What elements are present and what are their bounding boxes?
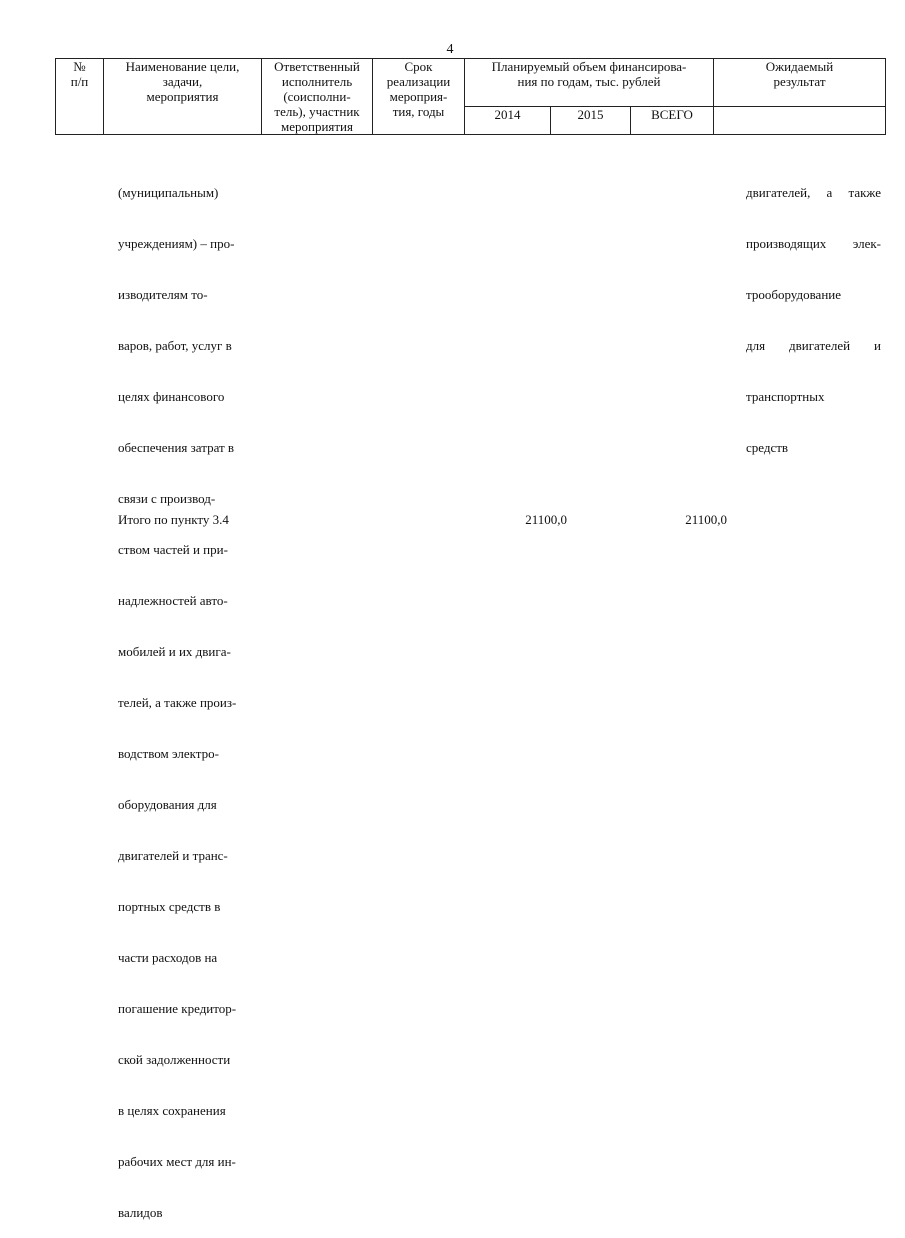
header-year-2015: 2015 (551, 106, 631, 134)
header-term (373, 59, 465, 135)
header-term-line: Срок (404, 59, 433, 74)
result-line: для двигателей и (746, 338, 881, 353)
result-line: двигателей, а также (746, 185, 881, 200)
header-finance-line: Планируемый объем финансирова- (491, 59, 687, 74)
result-line: транспортных (746, 389, 825, 404)
goal-line: связи с производ- (118, 491, 216, 506)
goal-line: водством электро- (118, 746, 219, 761)
goal-line: портных средств в (118, 899, 221, 914)
goal-line: части расходов на (118, 950, 218, 965)
goal-line: (муниципальным) (118, 185, 219, 200)
header-result-line: результат (773, 74, 826, 89)
goal-line: целях финансового (118, 389, 225, 404)
total-value-all: 21100,0 (685, 512, 727, 527)
goal-line: оборудования для (118, 797, 217, 812)
total-label: Итого по пункту 3.4 (118, 512, 229, 527)
total-value-2014: 21100,0 (525, 512, 567, 527)
result-line: производящих элек- (746, 236, 881, 251)
goal-line: обеспечения затрат в (118, 440, 235, 455)
result-line: средств (746, 440, 789, 455)
header-name-line: задачи, (162, 74, 203, 89)
goal-line: варов, работ, услуг в (118, 338, 232, 353)
goal-line: погашение кредитор- (118, 1001, 237, 1016)
header-name-line: Наименование цели, (125, 59, 240, 74)
goal-line: двигателей и транс- (118, 848, 228, 863)
header-term-line: тия, годы (392, 104, 445, 119)
result-line: трооборудование (746, 287, 841, 302)
header-name (104, 59, 262, 135)
header-year-2014: 2014 (465, 106, 551, 134)
goal-name-text (118, 150, 236, 1238)
header-result (714, 59, 886, 107)
header-number-line: № (73, 59, 86, 74)
header-responsible-line: исполнитель (281, 74, 353, 89)
table-header (55, 58, 886, 135)
goal-line: ской задолженности (118, 1052, 231, 1067)
goal-line: рабочих мест для ин- (118, 1154, 236, 1169)
header-responsible-line: Ответственный (274, 59, 360, 74)
goal-line: надлежностей авто- (118, 593, 228, 608)
expected-result-text (746, 150, 881, 473)
header-responsible-line: мероприятия (280, 119, 353, 134)
header-term-line: мероприя- (389, 89, 448, 104)
header-number-line: п/п (70, 74, 89, 89)
header-year-total: ВСЕГО (631, 106, 714, 134)
page-number: 4 (446, 42, 454, 57)
header-result-empty (714, 106, 886, 134)
goal-line: телей, а также произ- (118, 695, 237, 710)
goal-line: валидов (118, 1205, 163, 1220)
header-name-line: мероприятия (146, 89, 219, 104)
goal-line: учреждениям) – про- (118, 236, 235, 251)
goal-line: в целях сохранения (118, 1103, 226, 1118)
header-term-line: реализации (386, 74, 451, 89)
goal-line: мобилей и их двига- (118, 644, 231, 659)
goal-line: изводителям то- (118, 287, 208, 302)
header-finance (465, 59, 714, 107)
header-responsible-line: тель), участник (274, 104, 360, 119)
header-number (56, 59, 104, 135)
goal-line: ством частей и при- (118, 542, 228, 557)
header-responsible-line: (соисполни- (283, 89, 351, 104)
header-responsible (262, 59, 373, 135)
header-result-line: Ожидаемый (765, 59, 834, 74)
header-finance-line: ния по годам, тыс. рублей (517, 74, 661, 89)
